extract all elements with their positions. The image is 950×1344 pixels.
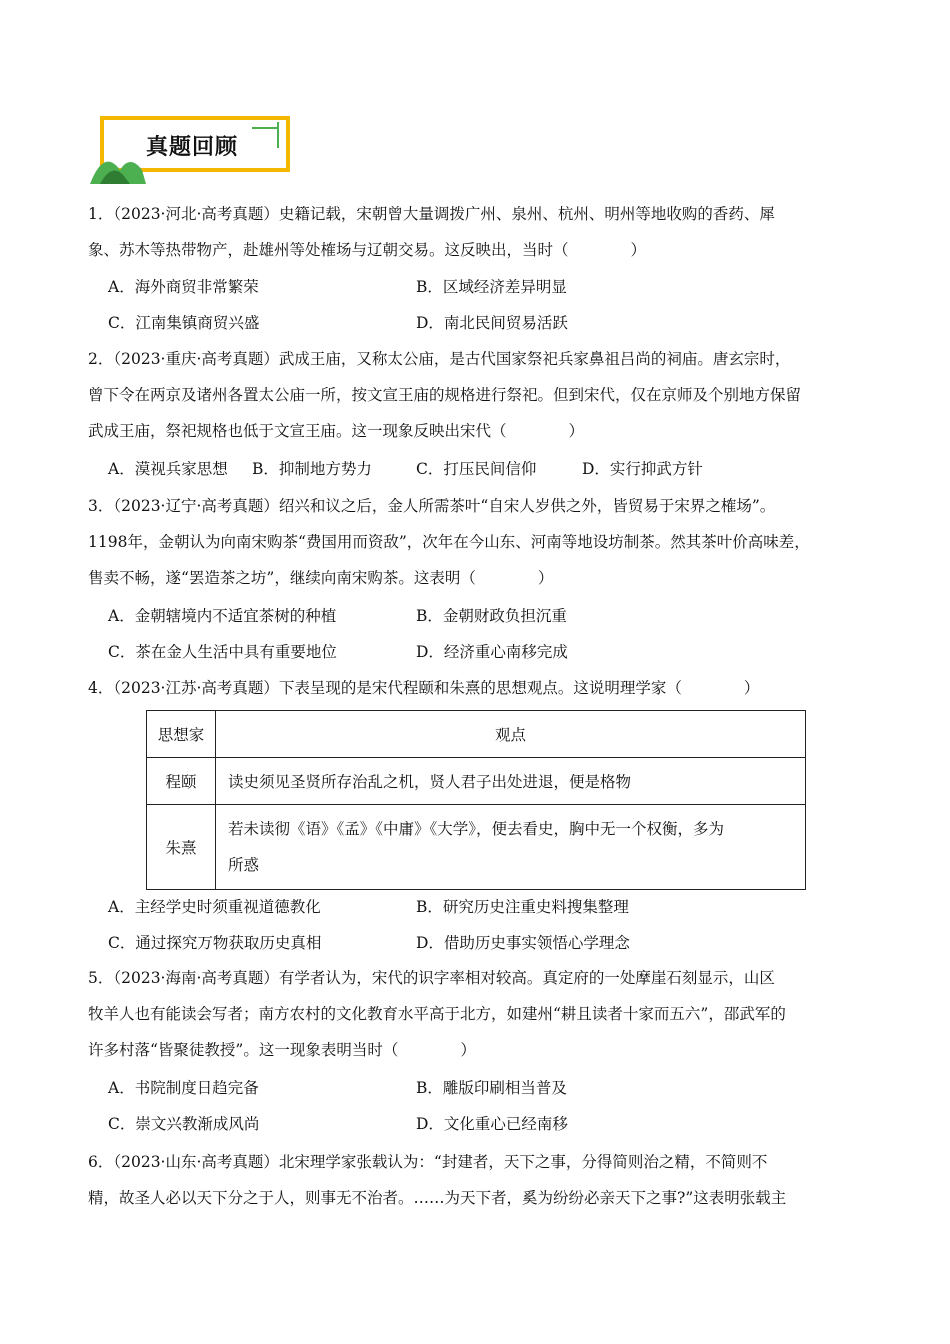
table-row xyxy=(147,758,806,805)
option-a: A．金朝辖境内不适宜茶树的种植 xyxy=(108,607,337,625)
hills-icon xyxy=(90,140,150,184)
table-row xyxy=(147,805,806,890)
table-cell-line: 若未读彻《语》《孟》《中庸》《大学》，便去看史，胸中无一个权衡，多为 xyxy=(228,820,725,838)
question-text-line: 武成王庙，祭祀规格也低于文宣王庙。这一现象反映出宋代（ ） xyxy=(88,422,585,440)
question-2 xyxy=(88,341,868,449)
question-4 xyxy=(88,670,868,706)
option-a: A．主经学史时须重视道德教化 xyxy=(108,898,321,916)
question-text-line: 2．（2023·重庆·高考真题）武成王庙，又称太公庙，是古代国家祭祀兵家鼻祖吕尚的祠庙。唐玄宗时， xyxy=(88,350,791,368)
question-text-line: 1198年，金朝认为向南宋购茶“费国用而资敌”，次年在今山东、河南等地设坊制茶。然其茶叶价高味差， xyxy=(88,533,810,551)
viewpoint-table xyxy=(146,710,806,890)
question-text-line: 许多村落“皆聚徒教授”。这一现象表明当时（ ） xyxy=(88,1041,476,1059)
question-text-line: 5．（2023·海南·高考真题）有学者认为，宋代的识字率相对较高。真定府的一处摩崖石刻显示，山区 xyxy=(88,969,775,987)
question-1 xyxy=(88,196,868,268)
question-3 xyxy=(88,488,868,596)
table-header-cell: 思想家 xyxy=(147,711,216,758)
question-text-line: 精，故圣人必以天下分之于人，则事无不治者。……为天下者，奚为纷纷必亲天下之事?”这表明张载主 xyxy=(88,1189,787,1207)
accent-lines-icon xyxy=(250,122,280,152)
option-a: A．书院制度日趋完备 xyxy=(108,1079,259,1097)
question-text-line: 象、苏木等热带物产，赴雄州等处榷场与辽朝交易。这反映出，当时（ ） xyxy=(88,241,647,259)
table-header-cell: 观点 xyxy=(216,711,806,758)
option-d: D．借助历史事实领悟心学理念 xyxy=(416,934,630,952)
option-b: B．区域经济差异明显 xyxy=(416,278,567,296)
option-b: B．抑制地方势力 xyxy=(252,460,372,478)
option-c: C．江南集镇商贸兴盛 xyxy=(108,314,260,332)
option-c: C．崇文兴教渐成风尚 xyxy=(108,1115,260,1133)
question-text-line: 3．（2023·辽宁·高考真题）绍兴和议之后，金人所需茶叶“自宋人岁供之外，皆贸易于宋界之榷场”。 xyxy=(88,497,776,515)
option-d: D．经济重心南移完成 xyxy=(416,643,568,661)
question-text-line: 1．（2023·河北·高考真题）史籍记载，宋朝曾大量调拨广州、泉州、杭州、明州等地收购的香药、犀 xyxy=(88,205,775,223)
option-d: D．南北民间贸易活跃 xyxy=(416,314,568,332)
table-header-row xyxy=(147,711,806,758)
option-b: B．金朝财政负担沉重 xyxy=(416,607,567,625)
table-cell-view xyxy=(216,805,806,890)
option-d: D．文化重心已经南移 xyxy=(416,1115,568,1133)
option-b: B．研究历史注重史料搜集整理 xyxy=(416,898,629,916)
option-c: C．茶在金人生活中具有重要地位 xyxy=(108,643,337,661)
section-title: 真题回顾 xyxy=(146,135,239,160)
question-text-line: 售卖不畅，遂“罢造茶之坊”，继续向南宋购茶。这表明（ ） xyxy=(88,569,554,587)
table-cell-thinker: 程颐 xyxy=(147,758,216,805)
option-c: C．通过探究万物获取历史真相 xyxy=(108,934,322,952)
section-header-badge xyxy=(90,116,296,184)
question-text-line: 牧羊人也有能读会写者；南方农村的文化教育水平高于北方，如建州“耕且读者十家而五六”，邵武军的 xyxy=(88,1005,786,1023)
table-cell-line: 所惑 xyxy=(228,856,260,874)
option-d: D．实行抑武方针 xyxy=(582,460,703,478)
option-b: B．雕版印刷相当普及 xyxy=(416,1079,567,1097)
table-cell-view: 读史须见圣贤所存治乱之机，贤人君子出处进退，便是格物 xyxy=(216,758,806,805)
option-c: C．打压民间信仰 xyxy=(416,460,537,478)
question-text-line: 6．（2023·山东·高考真题）北宋理学家张载认为：“封建者，天下之事，分得简则治之精，不简则不 xyxy=(88,1153,768,1171)
option-a: A．漠视兵家思想 xyxy=(108,460,228,478)
table-cell-thinker: 朱熹 xyxy=(147,805,216,890)
option-a: A．海外商贸非常繁荣 xyxy=(108,278,259,296)
question-text-line: 4．（2023·江苏·高考真题）下表呈现的是宋代程颐和朱熹的思想观点。这说明理学家（ ） xyxy=(88,679,760,697)
question-6 xyxy=(88,1144,868,1216)
question-text-line: 曾下令在两京及诸州各置太公庙一所，按文宣王庙的规格进行祭祀。但到宋代，仅在京师及个别地方保留 xyxy=(88,386,802,404)
question-5 xyxy=(88,960,868,1068)
